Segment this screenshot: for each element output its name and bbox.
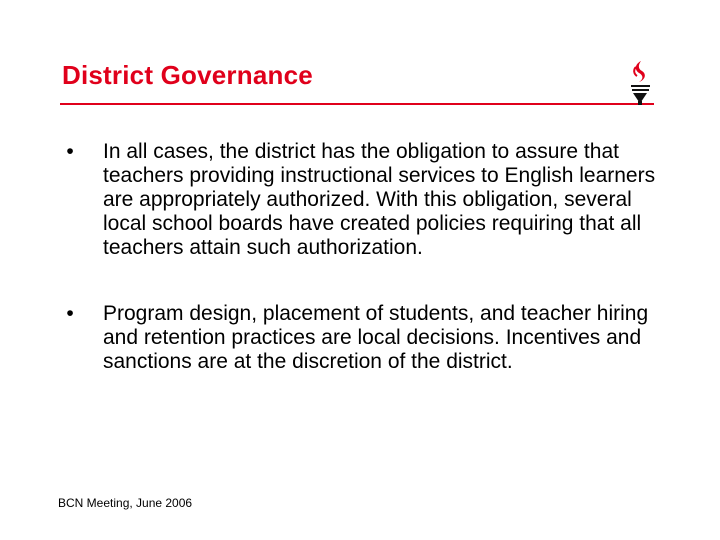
torch-logo-icon — [620, 58, 660, 106]
bullet-item — [60, 302, 660, 374]
title-divider — [60, 103, 654, 105]
bullet-marker: • — [66, 140, 74, 163]
bullet-text: Program design, placement of students, and teacher hiring and retention practices are local decisions. Incentives and sanctions are at the discretion of the district. — [103, 302, 649, 373]
bullet-marker: • — [66, 302, 74, 325]
bullet-item — [60, 140, 660, 260]
bullet-list — [60, 140, 660, 374]
slide-title: District Governance — [62, 60, 313, 90]
slide-footer: BCN Meeting, June 2006 — [58, 496, 193, 510]
bullet-text: In all cases, the district has the obligation to assure that teachers providing instructional services to English learners are appropriately authorized. With this obligation, several local school boards have created policies requiring that all teachers attain such authorization. — [103, 140, 656, 259]
